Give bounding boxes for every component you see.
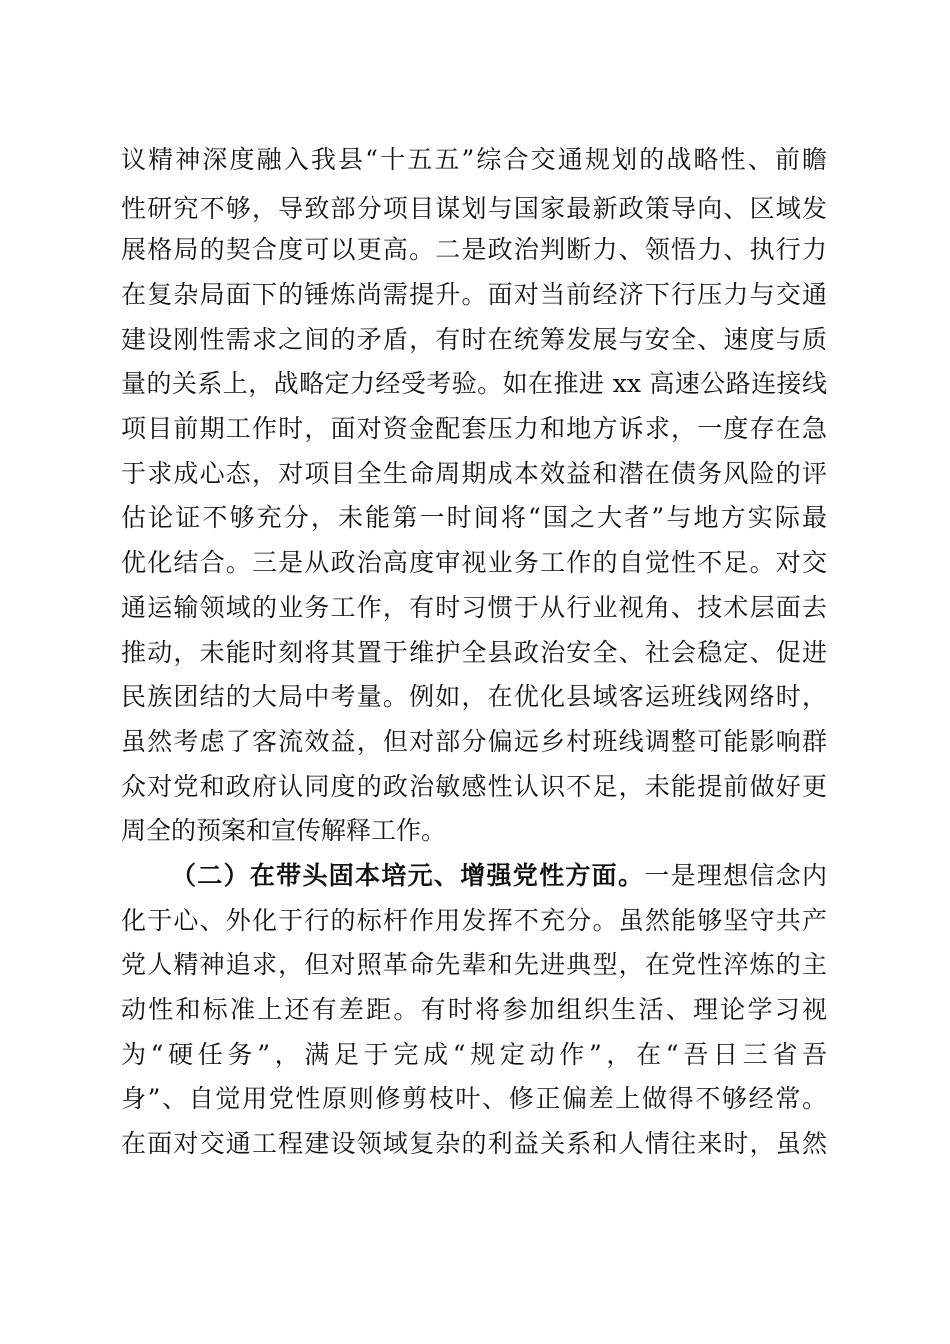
paragraph-line: 虽然考虑了客流效益，但对部分偏远乡村班线调整可能影响群	[121, 727, 827, 756]
paragraph-line: 于求成心态，对项目全生命周期成本效益和潜在债务风险的评	[121, 459, 827, 488]
paragraph-line: 身”、自觉用党性原则修剪枝叶、修正偏差上做得不够经常。	[121, 1084, 827, 1113]
paragraph-line: 性研究不够，导致部分项目谋划与国家最新政策导向、区域发	[121, 194, 827, 223]
paragraph-line: 化于心、外化于行的标杆作用发挥不充分。虽然能够坚守共产	[121, 906, 827, 935]
paragraph-line: 推动，未能时刻将其置于维护全县政治安全、社会稳定、促进	[121, 638, 827, 667]
paragraph-line: 展格局的契合度可以更高。二是政治判断力、领悟力、执行力	[121, 235, 827, 264]
paragraph-line: 动性和标准上还有差距。有时将参加组织生活、理论学习视	[121, 995, 827, 1024]
heading-line-rest: 一是理想信念内	[644, 861, 827, 890]
paragraph-line: 党人精神追求，但对照革命先辈和先进典型，在党性淬炼的主	[121, 950, 827, 979]
paragraph-line: 民族团结的大局中考量。例如，在优化县域客运班线网络时，	[121, 682, 827, 711]
paragraph-line: 建设刚性需求之间的矛盾，有时在统筹发展与安全、速度与质	[121, 325, 827, 354]
paragraph-line: 周全的预案和宣传解释工作。	[121, 816, 447, 845]
paragraph-line: 项目前期工作时，面对资金配套压力和地方诉求，一度存在急	[121, 414, 827, 443]
paragraph-line: 在复杂局面下的锤炼尚需提升。面对当前经济下行压力与交通	[121, 280, 827, 309]
paragraph-line: 估论证不够充分，未能第一时间将“国之大者”与地方实际最	[121, 503, 827, 532]
paragraph-line: 在面对交通工程建设领域复杂的利益关系和人情往来时，虽然	[121, 1129, 827, 1158]
section-heading-line	[171, 856, 827, 896]
paragraph-line: 优化结合。三是从政治高度审视业务工作的自觉性不足。对交	[121, 548, 827, 577]
paragraph-line: 通运输领域的业务工作，有时习惯于从行业视角、技术层面去	[121, 593, 827, 622]
paragraph-line: 量的关系上，战略定力经受考验。如在推进 xx 高速公路连接线	[121, 369, 827, 398]
paragraph-line: 众对党和政府认同度的政治敏感性认识不足，未能提前做好更	[121, 772, 827, 801]
paragraph-line: 为“硬任务”，满足于完成“规定动作”，在“吾日三省吾	[121, 1040, 827, 1069]
paragraph-line: 议精神深度融入我县“十五五”综合交通规划的战略性、前瞻	[121, 145, 827, 174]
section-heading: （二）在带头固本培元、增强党性方面。	[171, 861, 645, 890]
